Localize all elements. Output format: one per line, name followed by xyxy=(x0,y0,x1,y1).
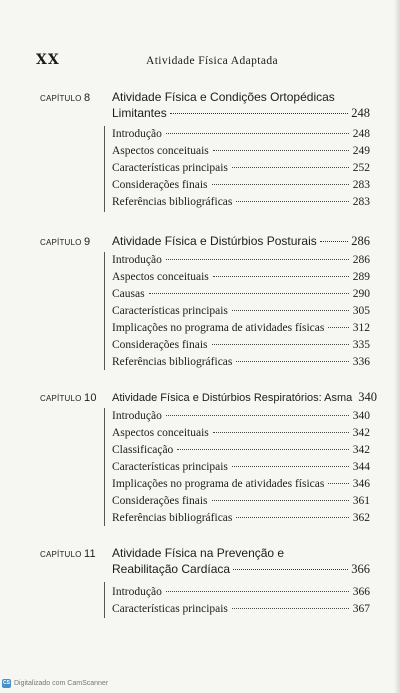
dot-leader xyxy=(232,466,349,467)
chapter-word: CAPÍTULO xyxy=(40,394,82,403)
entry-page: 336 xyxy=(352,356,370,368)
entry-title: Implicações no programa de atividades físicas xyxy=(112,322,325,334)
chapter-number: 8 xyxy=(84,92,91,104)
entry-page: 342 xyxy=(352,427,370,439)
entry-title: Aspectos conceituais xyxy=(112,271,209,283)
entry-title: Classificação xyxy=(112,444,174,456)
toc-entry[interactable] xyxy=(112,444,370,456)
toc-entry[interactable] xyxy=(112,288,370,300)
chapter-label xyxy=(40,92,90,104)
chapter-title-line: Atividade Física e Condições Ortopédicas xyxy=(112,90,335,104)
chapter-title[interactable] xyxy=(112,545,370,577)
entry-page: 305 xyxy=(352,305,370,317)
dot-leader xyxy=(328,483,348,484)
page-number: XX xyxy=(36,52,60,68)
entry-rule xyxy=(104,408,105,526)
chapter-title-line: Atividade Física e Distúrbios Posturais xyxy=(112,234,317,248)
dot-leader xyxy=(166,133,349,134)
entry-rule xyxy=(104,252,105,370)
entry-title: Referências bibliográficas xyxy=(112,512,233,524)
entry-page: 344 xyxy=(352,461,370,473)
running-head-title: Atividade Física Adaptada xyxy=(146,55,278,67)
toc-entry[interactable] xyxy=(112,603,370,615)
entry-title: Considerações finais xyxy=(112,339,208,351)
entry-page: 346 xyxy=(352,478,370,490)
dot-leader xyxy=(232,167,349,168)
entry-title: Referências bibliográficas xyxy=(112,196,233,208)
dot-leader xyxy=(149,293,349,294)
toc-entry[interactable] xyxy=(112,478,370,490)
chapter-word: CAPÍTULO xyxy=(40,550,82,559)
entry-page: 312 xyxy=(352,322,370,334)
toc-entry[interactable] xyxy=(112,356,370,368)
entry-page: 249 xyxy=(352,145,370,157)
toc-entry[interactable] xyxy=(112,322,370,334)
chapter-label xyxy=(40,236,90,248)
camscanner-logo-icon: CS xyxy=(3,680,10,686)
toc-entry[interactable] xyxy=(112,179,370,191)
chapter-page: 340 xyxy=(358,390,378,404)
chapter-number: 9 xyxy=(84,236,91,248)
chapter-page: 366 xyxy=(351,562,370,576)
toc-entry[interactable] xyxy=(112,196,370,208)
toc-entry[interactable] xyxy=(112,254,370,266)
entry-title: Referências bibliográficas xyxy=(112,356,233,368)
dot-leader xyxy=(328,327,348,328)
entry-page: 342 xyxy=(352,444,370,456)
toc-entry[interactable] xyxy=(112,339,370,351)
dot-leader xyxy=(170,113,349,114)
chapter-label xyxy=(40,392,97,404)
entry-page: 248 xyxy=(352,128,370,140)
toc-entry[interactable] xyxy=(112,495,370,507)
toc-entry[interactable] xyxy=(112,427,370,439)
entry-page: 286 xyxy=(352,254,370,266)
entry-title: Introdução xyxy=(112,410,162,422)
dot-leader xyxy=(213,276,349,277)
toc-entry[interactable] xyxy=(112,461,370,473)
chapter-title[interactable] xyxy=(112,389,378,406)
dot-leader xyxy=(320,241,349,242)
chapter-word: CAPÍTULO xyxy=(40,238,82,247)
entry-page: 366 xyxy=(352,586,370,598)
toc-entry[interactable] xyxy=(112,128,370,140)
toc-entry[interactable] xyxy=(112,162,370,174)
chapter-word: CAPÍTULO xyxy=(40,94,82,103)
entry-page: 362 xyxy=(352,512,370,524)
dot-leader xyxy=(236,517,348,518)
chapter-title-line: Limitantes xyxy=(112,106,167,120)
toc-entry[interactable] xyxy=(112,145,370,157)
chapter-number: 10 xyxy=(84,392,97,404)
entry-rule xyxy=(104,582,105,618)
entry-page: 289 xyxy=(352,271,370,283)
dot-leader xyxy=(212,344,349,345)
chapter-title-leader xyxy=(112,561,370,577)
dot-leader xyxy=(236,201,348,202)
entry-title: Considerações finais xyxy=(112,495,208,507)
chapter-title-leader xyxy=(112,105,370,121)
dot-leader xyxy=(236,361,348,362)
chapter-number: 11 xyxy=(84,548,96,560)
dot-leader xyxy=(233,569,348,570)
dot-leader xyxy=(166,591,349,592)
entry-title: Características principais xyxy=(112,603,228,615)
dot-leader xyxy=(166,259,349,260)
entry-page: 335 xyxy=(352,339,370,351)
page-edge xyxy=(394,0,400,693)
dot-leader xyxy=(232,310,349,311)
entry-title: Introdução xyxy=(112,254,162,266)
chapter-title[interactable] xyxy=(112,233,370,249)
chapter-page: 286 xyxy=(351,234,370,248)
toc-entry[interactable] xyxy=(112,586,370,598)
entry-title: Introdução xyxy=(112,586,162,598)
entry-page: 361 xyxy=(352,495,370,507)
chapter-label xyxy=(40,548,96,560)
entry-title: Introdução xyxy=(112,128,162,140)
chapter-title-leader xyxy=(112,233,370,249)
toc-entry[interactable] xyxy=(112,512,370,524)
toc-entry[interactable] xyxy=(112,305,370,317)
chapter-title-line: Atividade Física na Prevenção e xyxy=(112,546,285,560)
entry-title: Implicações no programa de atividades físicas xyxy=(112,478,325,490)
chapter-title-line: Reabilitação Cardíaca xyxy=(112,562,231,576)
dot-leader xyxy=(177,449,348,450)
scanner-watermark xyxy=(2,679,108,688)
chapter-title-line: Atividade Física e Distúrbios Respiratórios: Asma xyxy=(112,392,353,404)
entry-title: Aspectos conceituais xyxy=(112,145,209,157)
entry-page: 283 xyxy=(352,196,370,208)
entry-title: Características principais xyxy=(112,162,228,174)
entry-title: Características principais xyxy=(112,461,228,473)
entry-title: Considerações finais xyxy=(112,179,208,191)
dot-leader xyxy=(213,432,349,433)
chapter-page: 248 xyxy=(351,106,370,120)
dot-leader xyxy=(213,150,349,151)
dot-leader xyxy=(232,608,349,609)
dot-leader xyxy=(166,415,349,416)
entry-title: Aspectos conceituais xyxy=(112,427,209,439)
chapter-title-leader xyxy=(112,389,378,406)
chapter-title[interactable] xyxy=(112,89,370,121)
entry-title: Características principais xyxy=(112,305,228,317)
entry-page: 340 xyxy=(352,410,370,422)
entry-rule xyxy=(104,126,105,212)
entry-page: 283 xyxy=(352,179,370,191)
dot-leader xyxy=(212,500,349,501)
entry-page: 367 xyxy=(352,603,370,615)
scanner-watermark-text: Digitalizado com CamScanner xyxy=(14,680,109,687)
toc-entry[interactable] xyxy=(112,271,370,283)
entry-title: Causas xyxy=(112,288,145,300)
toc-entry[interactable] xyxy=(112,410,370,422)
dot-leader xyxy=(212,184,349,185)
entry-page: 290 xyxy=(352,288,370,300)
entry-page: 252 xyxy=(352,162,370,174)
